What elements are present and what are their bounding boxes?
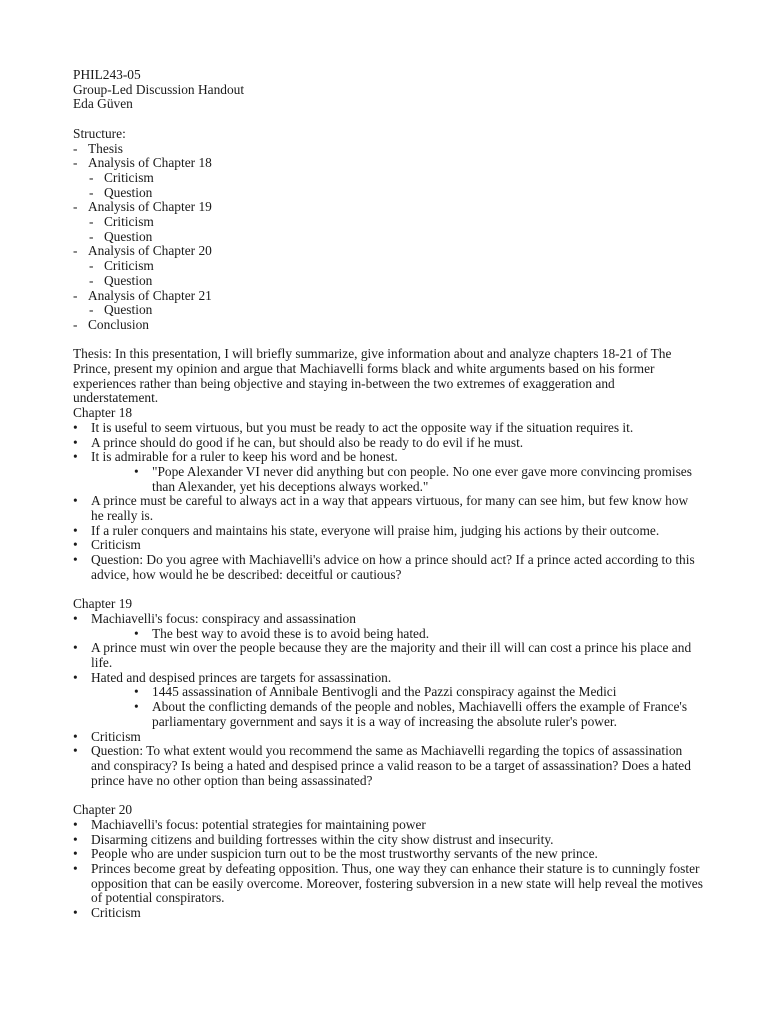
bullet-text: Machiavelli's focus: conspiracy and assassination	[91, 610, 356, 626]
bullet-item	[73, 833, 703, 848]
bullet-text: Criticism	[91, 905, 141, 921]
bullet-item	[73, 862, 703, 906]
structure-subitem-label: Question	[104, 184, 153, 200]
structure-item-label: Conclusion	[88, 316, 150, 332]
structure-subitem-label: Criticism	[104, 214, 154, 230]
chapter-section	[73, 406, 703, 582]
section-gap	[73, 583, 703, 598]
dash-marker: -	[89, 228, 94, 244]
bullet-marker: •	[73, 816, 78, 832]
structure-item	[73, 156, 703, 171]
structure-subitem	[73, 186, 703, 201]
bullet-marker: •	[73, 552, 78, 568]
structure-item-label: Analysis of Chapter 19	[88, 199, 212, 215]
chapter-heading: Chapter 19	[73, 596, 133, 612]
bullet-item	[73, 671, 703, 686]
structure-subitem-label: Question	[104, 228, 153, 244]
bullet-text: If a ruler conquers and maintains his state, everyone will praise him, judging his actions by their outcome.	[91, 522, 660, 538]
dash-marker: -	[89, 184, 94, 200]
bullet-text: People who are under suspicion turn out to be the most trustworthy servants of the new prince.	[91, 846, 598, 862]
sub-bullet-item	[73, 685, 703, 700]
bullet-item	[73, 553, 703, 582]
document-header	[73, 68, 703, 112]
sub-bullet-text: About the conflicting demands of the people and nobles, Machiavelli offers the example of France's parliamentary government and says it is a way of increasing the absolute ruler's power.	[152, 699, 688, 729]
document-title: Group-Led Discussion Handout	[73, 81, 245, 97]
bullet-item	[73, 494, 703, 523]
chapters-section	[73, 406, 703, 921]
bullet-text: Machiavelli's focus: potential strategies for maintaining power	[91, 816, 426, 832]
bullet-item	[73, 847, 703, 862]
bullet-marker: •	[73, 728, 78, 744]
bullet-text: Question: Do you agree with Machiavelli's advice on how a prince should act? If a prince acted according to this advice, how would he be described: deceitful or cautious?	[91, 552, 695, 582]
structure-item-label: Analysis of Chapter 21	[88, 287, 212, 303]
bullet-text: Princes become great by defeating opposition. Thus, one way they can enhance their stature is to cunningly foster opposition that can be easily overcome. Moreover, fostering subversion in a new state will help reveal the motives of potential conspirators.	[91, 860, 703, 906]
bullet-marker: •	[73, 860, 78, 876]
bullet-marker: •	[73, 669, 78, 685]
structure-subitem-label: Question	[104, 302, 153, 318]
bullet-item	[73, 730, 703, 745]
bullet-marker: •	[134, 684, 139, 700]
dash-marker: -	[89, 258, 94, 274]
chapter-section	[73, 597, 703, 788]
structure-list	[73, 142, 703, 333]
structure-item-label: Analysis of Chapter 18	[88, 155, 212, 171]
bullet-marker: •	[73, 905, 78, 921]
bullet-item	[73, 421, 703, 436]
structure-subitem	[73, 230, 703, 245]
bullet-text: Hated and despised princes are targets for assassination.	[91, 669, 392, 685]
structure-section	[73, 127, 703, 333]
handout-page	[73, 68, 703, 921]
structure-subitem-label: Question	[104, 272, 153, 288]
structure-item-label: Analysis of Chapter 20	[88, 243, 212, 259]
structure-item-label: Thesis	[88, 140, 123, 156]
bullet-marker: •	[73, 449, 78, 465]
structure-item	[73, 200, 703, 215]
bullet-item	[73, 818, 703, 833]
chapter-heading: Chapter 18	[73, 405, 133, 421]
bullet-item	[73, 744, 703, 788]
bullet-item	[73, 641, 703, 670]
bullet-text: Question: To what extent would you recommend the same as Machiavelli regarding the topics of assassination and conspiracy? Is being a hated and despised prince a valid reason to be a target of assassination? Does a hated prince have no other option than being assassinated?	[91, 743, 691, 788]
chapter-section	[73, 803, 703, 921]
author-name: Eda Güven	[73, 96, 133, 112]
structure-subitem	[73, 259, 703, 274]
bullet-item	[73, 612, 703, 627]
dash-marker: -	[89, 169, 94, 185]
sub-bullet-text: "Pope Alexander VI never did anything but con people. No one ever gave more convincing promises than Alexander, yet his deceptions always worked."	[152, 463, 692, 494]
dash-marker: -	[73, 243, 78, 259]
bullet-marker: •	[73, 537, 78, 553]
sub-bullet-item	[73, 627, 703, 642]
bullet-marker: •	[73, 831, 78, 847]
structure-subitem	[73, 215, 703, 230]
bullet-marker: •	[73, 743, 78, 759]
bullet-item	[73, 906, 703, 921]
dash-marker: -	[89, 272, 94, 288]
bullet-item	[73, 450, 703, 465]
bullet-marker: •	[73, 493, 78, 509]
dash-marker: -	[73, 287, 78, 303]
bullet-text: It is useful to seem virtuous, but you must be ready to act the opposite way if the situation requires it.	[91, 419, 634, 435]
section-gap	[73, 788, 703, 803]
bullet-marker: •	[73, 419, 78, 435]
structure-item	[73, 142, 703, 157]
bullet-text: Criticism	[91, 728, 141, 744]
structure-heading: Structure:	[73, 125, 126, 141]
bullet-marker: •	[73, 640, 78, 656]
bullet-text: A prince must win over the people because they are the majority and their ill will can cost a prince his place and life.	[91, 640, 692, 671]
dash-marker: -	[73, 155, 78, 171]
bullet-item	[73, 538, 703, 553]
bullet-text: It is admirable for a ruler to keep his word and be honest.	[91, 449, 398, 465]
structure-item	[73, 318, 703, 333]
bullet-text: Disarming citizens and building fortresses within the city show distrust and insecurity.	[91, 831, 554, 847]
structure-item	[73, 289, 703, 304]
chapter-heading: Chapter 20	[73, 802, 133, 818]
bullet-text: A prince must be careful to always act in a way that appears virtuous, for many can see him, but few know how he really is.	[91, 493, 689, 524]
bullet-text: Criticism	[91, 537, 141, 553]
bullet-marker: •	[73, 846, 78, 862]
structure-subitem	[73, 303, 703, 318]
bullet-marker: •	[134, 463, 139, 479]
structure-subitem-label: Criticism	[104, 258, 154, 274]
dash-marker: -	[89, 214, 94, 230]
dash-marker: -	[73, 140, 78, 156]
dash-marker: -	[89, 302, 94, 318]
structure-subitem	[73, 171, 703, 186]
sub-bullet-text: 1445 assassination of Annibale Bentivogli and the Pazzi conspiracy against the Medici	[152, 684, 617, 700]
sub-bullet-text: The best way to avoid these is to avoid being hated.	[152, 625, 430, 641]
bullet-marker: •	[73, 434, 78, 450]
dash-marker: -	[73, 316, 78, 332]
sub-bullet-item	[73, 465, 703, 494]
dash-marker: -	[73, 199, 78, 215]
structure-subitem-label: Criticism	[104, 169, 154, 185]
bullet-item	[73, 524, 703, 539]
bullet-marker: •	[73, 522, 78, 538]
structure-item	[73, 244, 703, 259]
bullet-marker: •	[134, 625, 139, 641]
thesis-paragraph: Thesis: In this presentation, I will briefly summarize, give information about and analyze chapters 18-21 of The Prince, present my opinion and argue that Machiavelli forms black and white arguments based on his former experiences rather than being objective and staying in-between the two extremes of exaggeration and understatement.	[73, 346, 672, 406]
sub-bullet-item	[73, 700, 703, 729]
bullet-marker: •	[134, 699, 139, 715]
bullet-text: A prince should do good if he can, but should also be ready to do evil if he must.	[91, 434, 524, 450]
structure-subitem	[73, 274, 703, 289]
course-code: PHIL243-05	[73, 67, 141, 82]
bullet-marker: •	[73, 610, 78, 626]
bullet-item	[73, 436, 703, 451]
